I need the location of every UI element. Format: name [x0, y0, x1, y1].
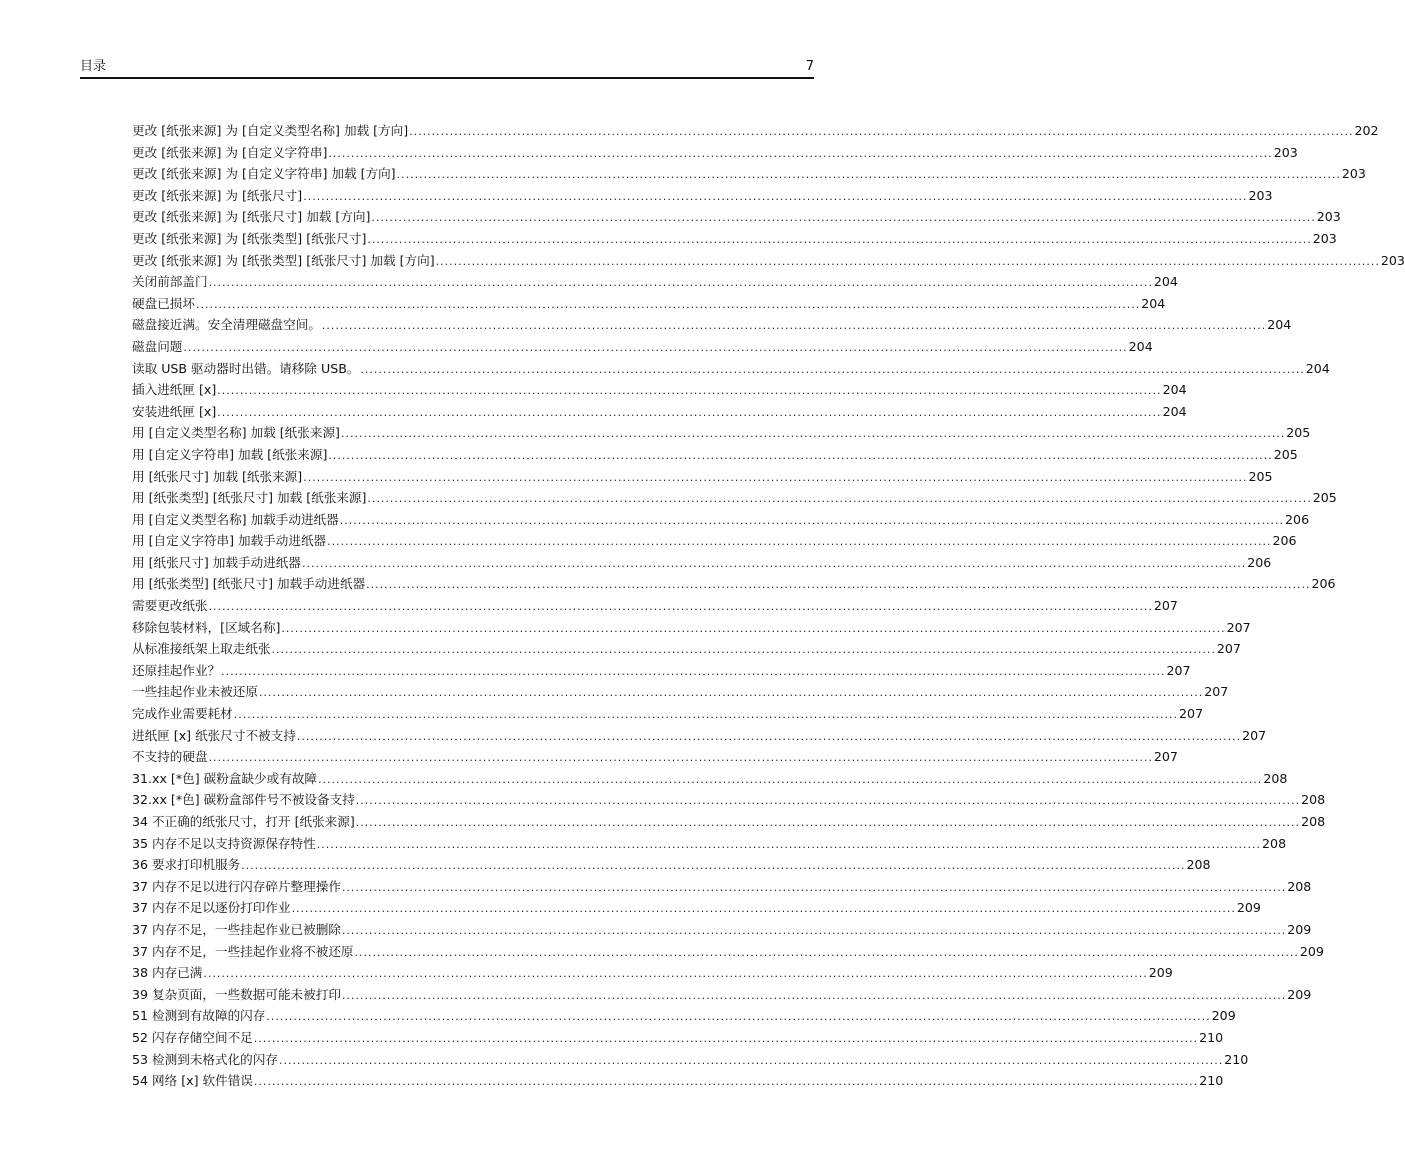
toc-entry-page: 205 [1312, 490, 1337, 506]
toc-entry-page: 207 [1216, 641, 1241, 657]
toc-entry[interactable] [132, 250, 1405, 272]
toc-entry-title: 52 闪存存储空间不足 [132, 1029, 253, 1045]
toc-entry[interactable] [132, 962, 1173, 984]
dot-leader [221, 661, 1165, 683]
toc-entry[interactable] [132, 466, 1273, 488]
toc-entry-page: 204 [1162, 382, 1187, 398]
toc-entry[interactable] [132, 746, 1178, 768]
dot-leader [356, 790, 1300, 812]
dot-leader [209, 272, 1153, 294]
toc-entry-title: 进纸匣 [x] 纸张尺寸不被支持 [132, 727, 296, 743]
toc-entry-title: 37 内存不足，一些挂起作业将不被还原 [132, 943, 354, 959]
dot-leader [397, 164, 1341, 186]
toc-entry-title: 54 网络 [x] 软件错误 [132, 1073, 253, 1089]
dot-leader [272, 639, 1216, 661]
page-number: 7 [805, 59, 814, 74]
toc-entry[interactable] [132, 444, 1298, 466]
toc-entry-page: 206 [1311, 576, 1336, 592]
dot-leader [303, 186, 1247, 208]
dot-leader [356, 812, 1300, 834]
toc-entry[interactable] [132, 789, 1326, 811]
toc-entry[interactable] [132, 768, 1288, 790]
toc-entry[interactable] [132, 919, 1312, 941]
toc-entry[interactable] [132, 984, 1312, 1006]
toc-entry-page: 204 [1153, 274, 1178, 290]
dot-leader [196, 294, 1140, 316]
toc-entry-page: 203 [1273, 144, 1298, 160]
toc-entry-title: 51 检测到有故障的闪存 [132, 1008, 266, 1024]
toc-entry-title: 关闭前部盖门 [132, 274, 208, 290]
toc-entry-page: 205 [1286, 425, 1311, 441]
toc-entry[interactable] [132, 897, 1261, 919]
toc-entry[interactable] [132, 293, 1166, 315]
toc-entry-title: 53 检测到未格式化的闪存 [132, 1051, 278, 1067]
dot-leader [340, 510, 1284, 532]
toc-entry[interactable] [132, 142, 1298, 164]
toc-entry[interactable] [132, 703, 1204, 725]
toc-entry-page: 209 [1211, 1008, 1236, 1024]
dot-leader [259, 682, 1203, 704]
toc-entry[interactable] [132, 422, 1311, 444]
toc-entry-page: 208 [1263, 770, 1288, 786]
toc-entry[interactable] [132, 509, 1310, 531]
toc-entry-title: 插入进纸匣 [x] [132, 382, 217, 398]
toc-entry-title: 更改 [纸张来源] 为 [自定义类型名称] 加载 [方向] [132, 123, 409, 138]
dot-leader [342, 920, 1286, 942]
toc-entry[interactable] [132, 1049, 1249, 1071]
toc-entry-page: 210 [1199, 1029, 1224, 1045]
toc-entry-page: 204 [1162, 403, 1187, 419]
toc-entry-title: 35 内存不足以支持资源保存特性 [132, 835, 316, 851]
dot-leader [254, 1071, 1198, 1093]
toc-entry-title: 完成作业需要耗材 [132, 706, 233, 722]
toc-entry-title: 37 内存不足，一些挂起作业已被删除 [132, 921, 341, 937]
toc-entry-title: 磁盘问题 [132, 338, 183, 354]
toc-entry-page: 209 [1148, 965, 1173, 981]
dot-leader [322, 315, 1266, 337]
dot-leader [342, 985, 1286, 1007]
toc-entry[interactable] [132, 487, 1337, 509]
page-header [80, 58, 814, 79]
toc-entry-title: 用 [纸张尺寸] 加载 [纸张来源] [132, 468, 303, 484]
toc-entry-page: 209 [1299, 943, 1324, 959]
toc-entry-page: 208 [1287, 878, 1312, 894]
toc-entry[interactable] [132, 1070, 1224, 1092]
toc-entry[interactable] [132, 876, 1312, 898]
toc-entry[interactable] [132, 725, 1267, 747]
toc-entry-title: 37 内存不足以进行闪存碎片整理操作 [132, 878, 341, 894]
toc-entry[interactable] [132, 617, 1251, 639]
toc-entry[interactable] [132, 1005, 1236, 1027]
toc-entry-page: 206 [1285, 511, 1310, 527]
dot-leader [234, 704, 1178, 726]
toc-entry-page: 207 [1153, 749, 1178, 765]
toc-entry-title: 36 要求打印机服务 [132, 857, 241, 873]
toc-entry-title: 不支持的硬盘 [132, 749, 208, 765]
dot-leader [371, 207, 1315, 229]
toc-entry-page: 208 [1301, 792, 1326, 808]
toc-entry-title: 34 不正确的纸张尺寸，打开 [纸张来源] [132, 814, 355, 829]
toc-entry[interactable] [132, 228, 1337, 250]
toc-entry-title: 从标准接纸架上取走纸张 [132, 641, 271, 657]
dot-leader [328, 445, 1272, 467]
toc-entry-title: 更改 [纸张来源] 为 [纸张尺寸] 加载 [方向] [132, 209, 371, 225]
dot-leader [367, 229, 1311, 251]
toc-entry[interactable] [132, 185, 1273, 207]
dot-leader [317, 834, 1261, 856]
toc-entry[interactable] [132, 379, 1187, 401]
toc-entry-page: 202 [1354, 123, 1379, 138]
dot-leader [341, 423, 1285, 445]
toc-entry[interactable] [132, 573, 1336, 595]
toc-entry-title: 用 [纸张类型] [纸张尺寸] 加载 [纸张来源] [132, 490, 367, 506]
toc-entry[interactable] [132, 120, 1379, 142]
dot-leader [302, 553, 1246, 575]
dot-leader [303, 467, 1247, 489]
toc-entry[interactable] [132, 401, 1187, 423]
toc-entry[interactable] [132, 854, 1211, 876]
toc-entry-page: 203 [1316, 209, 1341, 225]
toc-entry-page: 204 [1141, 295, 1166, 311]
toc-entry-title: 读取 USB 驱动器时出错。请移除 USB。 [132, 360, 360, 376]
toc-entry-title: 移除包装材料，[区域名称] [132, 619, 281, 635]
table-of-contents [132, 120, 1405, 1092]
dot-leader [318, 769, 1262, 791]
dot-leader [292, 898, 1236, 920]
toc-entry-page: 207 [1166, 662, 1191, 678]
toc-entry-title: 用 [纸张类型] [纸张尺寸] 加载手动进纸器 [132, 576, 366, 592]
toc-entry-page: 207 [1242, 727, 1267, 743]
toc-entry[interactable] [132, 206, 1341, 228]
dot-leader [209, 747, 1153, 769]
toc-entry-title: 用 [自定义字符串] 加载手动进纸器 [132, 533, 327, 549]
toc-entry-page: 207 [1226, 619, 1251, 635]
toc-entry-page: 203 [1248, 187, 1273, 203]
toc-entry-page: 204 [1267, 317, 1292, 333]
toc-entry[interactable] [132, 314, 1292, 336]
toc-entry[interactable] [132, 941, 1324, 963]
toc-entry-title: 39 复杂页面，一些数据可能未被打印 [132, 986, 341, 1002]
toc-entry-page: 208 [1186, 857, 1211, 873]
toc-entry[interactable] [132, 336, 1153, 358]
toc-entry[interactable] [132, 660, 1191, 682]
dot-leader [355, 942, 1299, 964]
toc-entry-page: 204 [1128, 338, 1153, 354]
toc-entry-title: 更改 [纸张来源] 为 [自定义字符串] 加载 [方向] [132, 166, 396, 182]
toc-entry-title: 38 内存已满 [132, 965, 203, 981]
dot-leader [217, 402, 1161, 424]
dot-leader [360, 359, 1304, 381]
toc-entry[interactable] [132, 530, 1297, 552]
dot-leader [367, 488, 1311, 510]
toc-entry[interactable] [132, 833, 1287, 855]
toc-entry-page: 209 [1236, 900, 1261, 916]
dot-leader [241, 855, 1185, 877]
toc-entry-page: 205 [1273, 446, 1298, 462]
dot-leader [327, 531, 1271, 553]
toc-entry-title: 用 [自定义类型名称] 加载手动进纸器 [132, 511, 339, 527]
toc-entry[interactable] [132, 638, 1241, 660]
toc-entry-title: 更改 [纸张来源] 为 [纸张类型] [纸张尺寸] [132, 230, 367, 246]
toc-entry-title: 更改 [纸张来源] 为 [纸张尺寸] [132, 187, 303, 203]
toc-entry-title: 需要更改纸张 [132, 598, 208, 614]
toc-entry-page: 208 [1301, 814, 1326, 829]
toc-entry-title: 还原挂起作业？ [132, 662, 221, 678]
toc-entry-page: 208 [1262, 835, 1287, 851]
toc-entry-title: 用 [自定义字符串] 加载 [纸张来源] [132, 446, 328, 462]
toc-entry[interactable] [132, 681, 1229, 703]
toc-entry-page: 209 [1287, 986, 1312, 1002]
dot-leader [328, 143, 1272, 165]
dot-leader [342, 877, 1286, 899]
dot-leader [209, 596, 1153, 618]
toc-entry[interactable] [132, 552, 1272, 574]
toc-entry-page: 205 [1248, 468, 1273, 484]
dot-leader [254, 1028, 1198, 1050]
toc-entry[interactable] [132, 595, 1178, 617]
dot-leader [409, 121, 1353, 143]
toc-entry-title: 更改 [纸张来源] 为 [纸张类型] [纸张尺寸] 加载 [方向] [132, 252, 435, 268]
toc-entry-page: 206 [1272, 533, 1297, 549]
toc-entry-page: 209 [1287, 921, 1312, 937]
toc-entry-page: 207 [1204, 684, 1229, 700]
dot-leader [183, 337, 1127, 359]
toc-entry[interactable] [132, 271, 1178, 293]
toc-entry-title: 用 [自定义类型名称] 加载 [纸张来源] [132, 425, 340, 441]
toc-entry[interactable] [132, 1027, 1224, 1049]
dot-leader [366, 574, 1310, 596]
dot-leader [279, 1050, 1223, 1072]
toc-entry[interactable] [132, 163, 1366, 185]
toc-entry-title: 一些挂起作业未被还原 [132, 684, 258, 700]
dot-leader [217, 380, 1161, 402]
toc-entry-page: 210 [1199, 1073, 1224, 1089]
dot-leader [281, 618, 1225, 640]
dot-leader [297, 726, 1241, 748]
toc-entry-title: 安装进纸匣 [x] [132, 403, 217, 419]
toc-entry-title: 硬盘已损坏 [132, 295, 195, 311]
section-title: 目录 [80, 59, 107, 74]
toc-entry[interactable] [132, 358, 1330, 380]
toc-entry-title: 31.xx [*色] 碳粉盒缺少或有故障 [132, 770, 318, 786]
toc-entry-title: 用 [纸张尺寸] 加载手动进纸器 [132, 554, 301, 570]
dot-leader [436, 251, 1380, 273]
toc-entry-title: 更改 [纸张来源] 为 [自定义字符串] [132, 144, 328, 160]
toc-entry-page: 203 [1380, 252, 1405, 268]
toc-entry-page: 203 [1341, 166, 1366, 182]
toc-entry-page: 207 [1153, 598, 1178, 614]
toc-entry-page: 203 [1312, 230, 1337, 246]
toc-entry-page: 206 [1247, 554, 1272, 570]
toc-entry-title: 磁盘接近满。安全清理磁盘空间。 [132, 317, 321, 333]
dot-leader [203, 963, 1147, 985]
toc-entry[interactable] [132, 811, 1326, 833]
toc-entry-page: 207 [1179, 706, 1204, 722]
dot-leader [266, 1006, 1210, 1028]
toc-entry-title: 32.xx [*色] 碳粉盒部件号不被设备支持 [132, 792, 355, 808]
toc-entry-title: 37 内存不足以逐份打印作业 [132, 900, 291, 916]
toc-entry-page: 210 [1224, 1051, 1249, 1067]
toc-entry-page: 204 [1305, 360, 1330, 376]
